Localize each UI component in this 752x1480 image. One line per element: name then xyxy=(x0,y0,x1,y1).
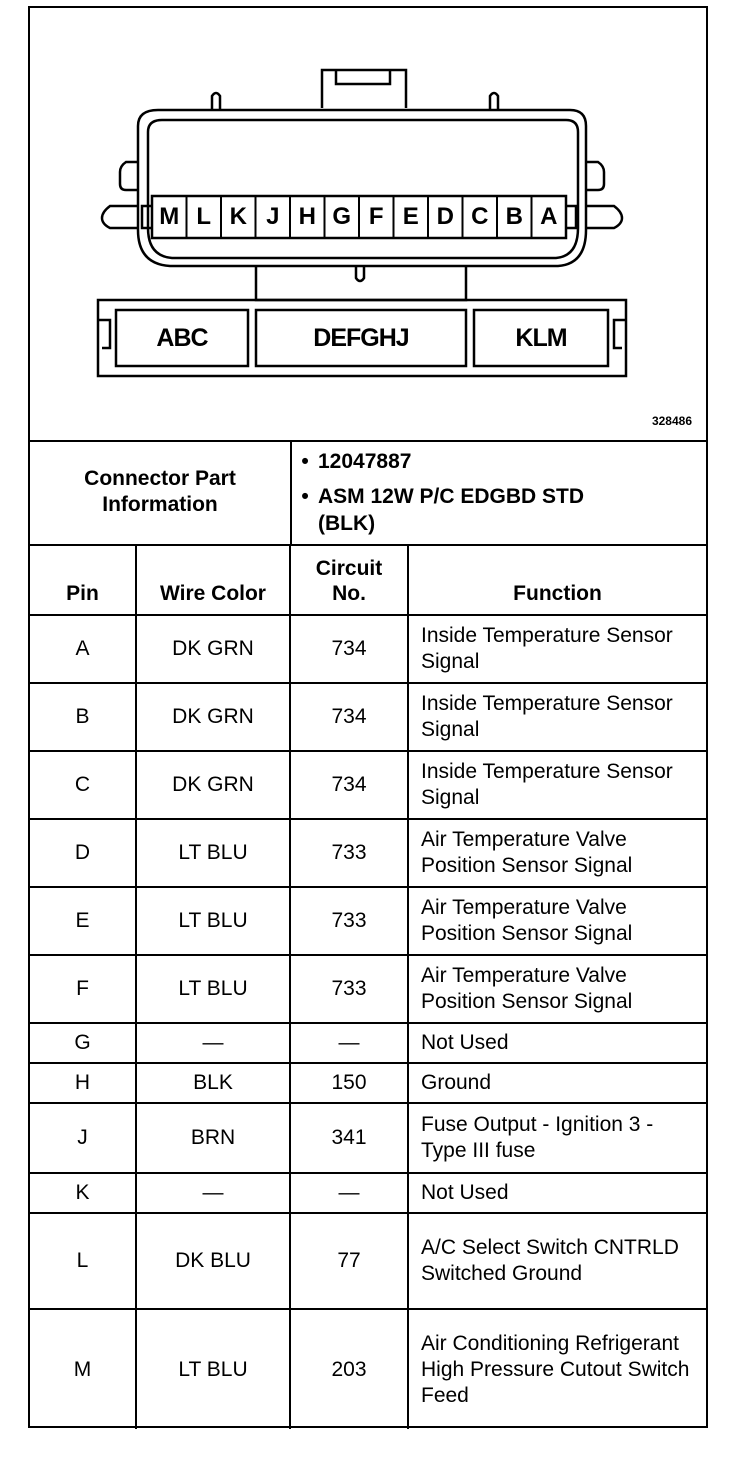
wire-color-cell: — xyxy=(136,1023,290,1063)
wire-color-cell: DK GRN xyxy=(136,683,290,751)
cavity-label: B xyxy=(505,203,523,230)
cavity-label: D xyxy=(436,203,454,230)
table-row xyxy=(30,1023,706,1063)
connector-info-label xyxy=(30,440,292,544)
circuit-cell: — xyxy=(290,1173,408,1213)
connector-info-item xyxy=(292,483,702,537)
figure-id: 328486 xyxy=(651,414,692,428)
wire-color-cell: LT BLU xyxy=(136,1309,290,1429)
circuit-cell: 203 xyxy=(290,1309,408,1429)
part-description: ASM 12W P/C EDGBD STD (BLK) xyxy=(318,485,585,535)
pin-cell: D xyxy=(30,819,136,887)
cavity-label: G xyxy=(332,203,352,230)
cavity-label: K xyxy=(229,203,247,230)
circuit-cell: 77 xyxy=(290,1213,408,1309)
table-row xyxy=(30,751,706,819)
table-row xyxy=(30,683,706,751)
table-row xyxy=(30,615,706,683)
circuit-cell: 734 xyxy=(290,751,408,819)
circuit-cell: 733 xyxy=(290,819,408,887)
wire-color-cell: LT BLU xyxy=(136,819,290,887)
function-cell: Inside Temperature Sensor Signal xyxy=(408,615,706,683)
pin-cell: G xyxy=(30,1023,136,1063)
pin-cell: M xyxy=(30,1309,136,1429)
function-cell: Fuse Output - Ignition 3 - Type III fuse xyxy=(408,1103,706,1173)
pin-cell: H xyxy=(30,1063,136,1103)
cavity-label-row xyxy=(152,196,566,238)
wire-color-cell: LT BLU xyxy=(136,955,290,1023)
circuit-cell: 341 xyxy=(290,1103,408,1173)
table-row xyxy=(30,887,706,955)
group-label-abc: ABC xyxy=(156,324,208,352)
header-pin: Pin xyxy=(30,546,136,615)
bullet-icon: • xyxy=(301,485,309,508)
pin-cell: K xyxy=(30,1173,136,1213)
part-number: 12047887 xyxy=(318,450,412,473)
pin-cell: C xyxy=(30,751,136,819)
connector-sheet xyxy=(28,6,708,1428)
pin-cell: E xyxy=(30,887,136,955)
cavity-label: J xyxy=(266,203,280,230)
function-cell: Air Temperature Valve Position Sensor Signal xyxy=(408,819,706,887)
function-cell: A/C Select Switch CNTRLD Switched Ground xyxy=(408,1213,706,1309)
circuit-cell: — xyxy=(290,1023,408,1063)
circuit-cell: 150 xyxy=(290,1063,408,1103)
function-cell: Not Used xyxy=(408,1173,706,1213)
circuit-cell: 733 xyxy=(290,955,408,1023)
cavity-label: E xyxy=(402,203,419,230)
cavity-label: L xyxy=(196,203,212,230)
cavity-label: A xyxy=(540,203,558,230)
function-cell: Air Temperature Valve Position Sensor Signal xyxy=(408,955,706,1023)
table-row xyxy=(30,1213,706,1309)
cavity-label: F xyxy=(368,203,384,230)
header-function: Function xyxy=(408,546,706,615)
connector-info-label-text: Connector Part Information xyxy=(84,467,236,516)
table-header-row xyxy=(30,546,706,615)
pinout-table xyxy=(30,546,706,1429)
function-cell: Not Used xyxy=(408,1023,706,1063)
group-label-defghj: DEFGHJ xyxy=(313,324,409,352)
circuit-cell: 733 xyxy=(290,887,408,955)
cavity-label: M xyxy=(159,203,180,230)
header-wire-color: Wire Color xyxy=(136,546,290,615)
group-label-klm: KLM xyxy=(515,324,567,352)
wire-color-cell: BRN xyxy=(136,1103,290,1173)
pin-cell: B xyxy=(30,683,136,751)
cavity-label: H xyxy=(298,203,316,230)
function-cell: Inside Temperature Sensor Signal xyxy=(408,751,706,819)
header-circuit-no-text: Circuit No. xyxy=(315,557,383,605)
table-row xyxy=(30,1103,706,1173)
pin-cell: J xyxy=(30,1103,136,1173)
cavity-label: C xyxy=(471,203,489,230)
table-row xyxy=(30,1063,706,1103)
connector-info-list xyxy=(292,448,702,537)
circuit-cell: 734 xyxy=(290,615,408,683)
circuit-cell: 734 xyxy=(290,683,408,751)
table-row xyxy=(30,1173,706,1213)
header-circuit-no xyxy=(290,546,408,615)
table-row xyxy=(30,1309,706,1429)
wire-color-cell: — xyxy=(136,1173,290,1213)
function-cell: Air Temperature Valve Position Sensor Signal xyxy=(408,887,706,955)
wire-color-cell: BLK xyxy=(136,1063,290,1103)
pin-cell: L xyxy=(30,1213,136,1309)
table-row xyxy=(30,819,706,887)
function-cell: Ground xyxy=(408,1063,706,1103)
wire-color-cell: LT BLU xyxy=(136,887,290,955)
connector-diagram xyxy=(30,8,706,442)
wire-color-cell: DK GRN xyxy=(136,751,290,819)
wire-color-cell: DK GRN xyxy=(136,615,290,683)
function-cell: Inside Temperature Sensor Signal xyxy=(408,683,706,751)
bullet-icon: • xyxy=(301,450,309,473)
pin-cell: A xyxy=(30,615,136,683)
pin-cell: F xyxy=(30,955,136,1023)
table-row xyxy=(30,955,706,1023)
connector-info-item xyxy=(292,448,702,475)
connector-part-info xyxy=(30,440,706,546)
wire-color-cell: DK BLU xyxy=(136,1213,290,1309)
function-cell: Air Conditioning Refrigerant High Pressure Cutout Switch Feed xyxy=(408,1309,706,1429)
